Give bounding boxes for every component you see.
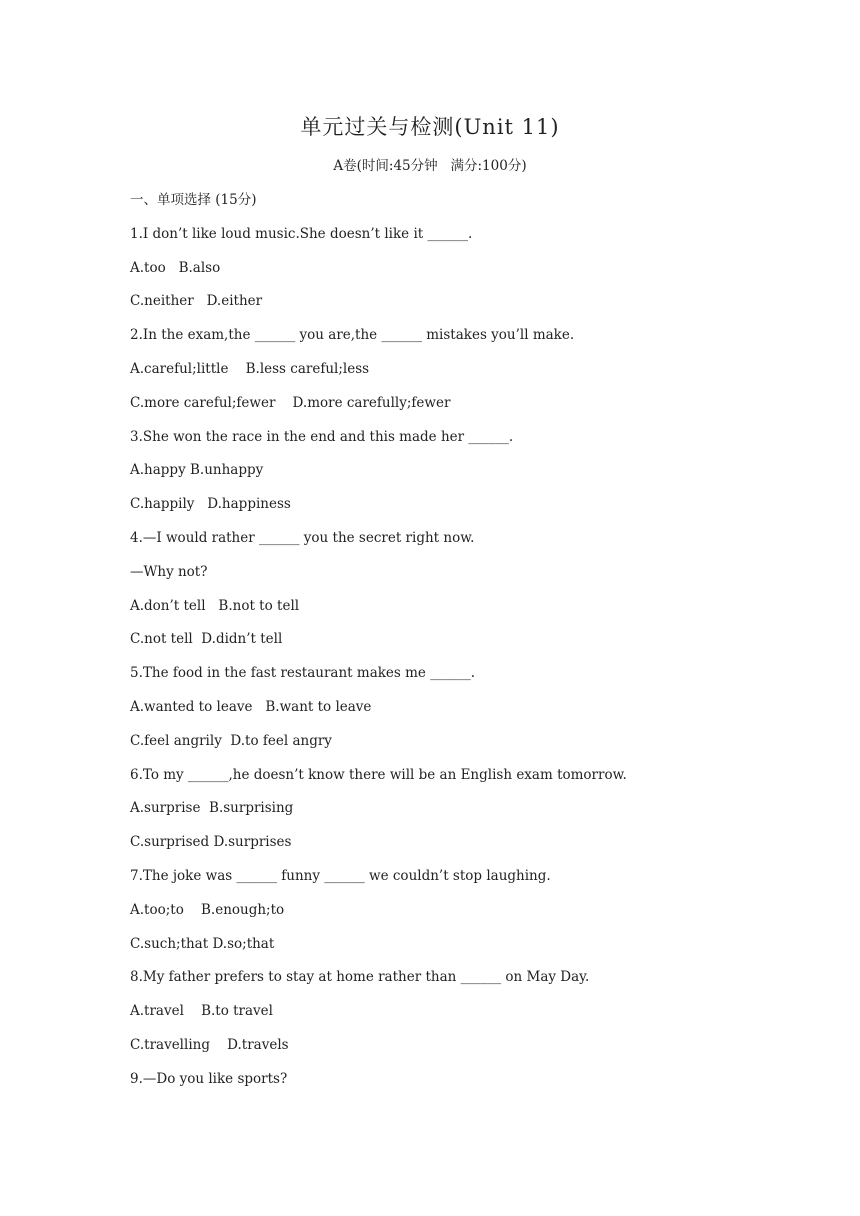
page-subtitle: A卷(时间:45分钟 满分:100分) <box>333 158 527 174</box>
question-2: 2.In the exam,the ______ you are,the ______ mistakes you’ll make. <box>130 327 575 344</box>
question-2-options-c-d: C.more careful;fewer D.more carefully;fewer <box>130 394 451 411</box>
question-7: 7.The joke was ______ funny ______ we couldn’t stop laughing. <box>130 867 551 884</box>
question-3-options-c-d: C.happily D.happiness <box>130 496 291 513</box>
question-9: 9.—Do you like sports? <box>130 1070 288 1087</box>
question-2-options-a-b: A.careful;little B.less careful;less <box>130 360 370 377</box>
question-1: 1.I don’t like loud music.She doesn’t like it ______. <box>130 225 473 242</box>
question-6: 6.To my ______,he doesn’t know there will be an English exam tomorrow. <box>130 766 627 783</box>
question-5-options-c-d: C.feel angrily D.to feel angry <box>130 732 332 749</box>
question-6-options-a-b: A.surprise B.surprising <box>130 800 294 817</box>
question-3-options-a-b: A.happy B.unhappy <box>130 462 264 479</box>
question-1-options-a-b: A.too B.also <box>130 259 221 276</box>
question-3: 3.She won the race in the end and this made her ______. <box>130 428 514 445</box>
question-7-options-c-d: C.such;that D.so;that <box>130 935 275 952</box>
question-6-options-c-d: C.surprised D.surprises <box>130 834 292 851</box>
question-8-options-c-d: C.travelling D.travels <box>130 1036 289 1053</box>
page-title: 单元过关与检测(Unit 11) <box>300 115 560 139</box>
question-8: 8.My father prefers to stay at home rather than ______ on May Day. <box>130 969 590 986</box>
question-4-options-a-b: A.don’t tell B.not to tell <box>130 597 300 614</box>
question-4-options-c-d: C.not tell D.didn’t tell <box>130 631 283 648</box>
question-5-options-a-b: A.wanted to leave B.want to leave <box>130 698 372 715</box>
question-8-options-a-b: A.travel B.to travel <box>130 1003 273 1020</box>
question-4: 4.—I would rather ______ you the secret right now. <box>130 529 475 546</box>
question-7-options-a-b: A.too;to B.enough;to <box>130 901 285 918</box>
question-4-response: —Why not? <box>130 563 208 580</box>
question-1-options-c-d: C.neither D.either <box>130 293 263 310</box>
question-list <box>130 187 830 1100</box>
section-heading: 一、单项选择 (15分) <box>130 192 257 208</box>
question-5: 5.The food in the fast restaurant makes me ______. <box>130 665 476 682</box>
